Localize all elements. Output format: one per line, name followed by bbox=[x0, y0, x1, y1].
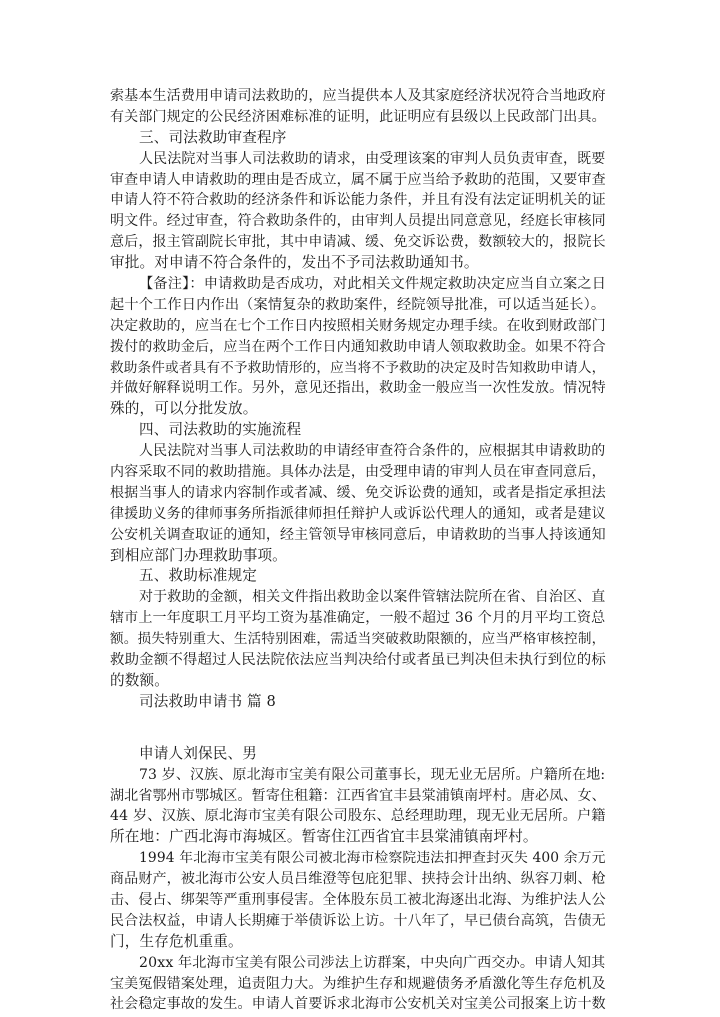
text-line: 击、侵占、绑架等严重刑事侵害。全体股东员工被北海逐出北海、为维护法人公 bbox=[110, 891, 606, 908]
text-line: 根据当事人的请求内容制作或者减、缓、免交诉讼费的通知，或者是指定承担法 bbox=[110, 484, 606, 501]
text-line: 意后，报主管副院长审批，其中申请减、缓、免交诉讼费，数额较大的，报院长 bbox=[110, 234, 606, 251]
blank-line bbox=[110, 713, 608, 744]
text-line: 到相应部门办理救助事项。 bbox=[110, 546, 287, 564]
text-line: 有关部门规定的公民经济困难标准的证明，此证明应有县级以上民政部门出具。 bbox=[110, 108, 606, 125]
text-line: 的数额。 bbox=[110, 671, 169, 689]
text-line: 湖北省鄂州市鄂城区。暂寄住租籍：江西省宜丰县棠浦镇南坪村。唐必凤、女、 bbox=[110, 787, 606, 804]
section-heading: 五、救助标准规定 bbox=[139, 567, 257, 585]
text-line: 44 岁、汉族、原北海市宝美有限公司股东、总经理助理，现无业无居所。户籍 bbox=[110, 808, 606, 825]
article-title: 司法救助申请书 篇 8 bbox=[139, 692, 276, 710]
text-line: 1994 年北海市宝美有限公司被北海市检察院违法扣押查封灭失 400 余万元 bbox=[139, 850, 606, 867]
section-heading: 三、司法救助审查程序 bbox=[139, 128, 287, 146]
text-line: 人民法院对当事人司法救助的申请经审查符合条件的，应根据其申请救助的 bbox=[139, 443, 606, 460]
text-line: 额。损失特别重大、生活特别困难，需适当突破救助限额的，应当严格审核控制， bbox=[110, 631, 606, 648]
text-line: 拨付的救助金后，应当在两个工作日内通知救助申请人领取救助金。如果不符合 bbox=[110, 338, 606, 355]
text-line: 救助金额不得超过人民法院依法应当判决给付或者虽已判决但未执行到位的标 bbox=[110, 652, 606, 669]
text-line: 审查申请人申请救助的理由是否成立，属不属于应当给予救助的范围，又要审查 bbox=[110, 171, 606, 188]
document-page bbox=[110, 86, 608, 1015]
text-line: 对于救助的金额，相关文件指出救助金以案件管辖法院所在省、自治区、直 bbox=[139, 589, 606, 606]
text-line: 宝美冤假错案处理，追责阻力大。为维护生存和规避债务矛盾激化等生存危机及 bbox=[110, 975, 606, 992]
text-line: 救助条件或者具有不予救助情形的，应当将不予救助的决定及时告知救助申请人， bbox=[110, 359, 606, 376]
text-line: 73 岁、汉族、原北海市宝美有限公司董事长，现无业无居所。户籍所在地: bbox=[139, 766, 606, 783]
text-line: 所在地：广西北海市海城区。暂寄住江西省宜丰县棠浦镇南坪村。 bbox=[110, 828, 538, 846]
text-line: 索基本生活费用申请司法救助的，应当提供本人及其家庭经济状况符合当地政府 bbox=[110, 88, 606, 104]
text-line: 民合法权益，申请人长期瘫于举债诉讼上访。十八年了，早已债台高筑，告债无 bbox=[110, 912, 606, 929]
text-line: 门，生存危机重重。 bbox=[110, 932, 243, 950]
text-line: 公安机关调查取证的通知，经主管领导审核同意后，申请救助的当事人持该通知 bbox=[110, 526, 606, 543]
text-line: 辖市上一年度职工月平均工资为基准确定，一般不超过 36 个月的月平均工资总 bbox=[110, 610, 606, 627]
text-line: 审批。对申请不符合条件的，发出不予司法救助通知书。 bbox=[110, 254, 479, 272]
text-line: 起十个工作日内作出（案情复杂的救助案件，经院领导批准，可以适当延长）。 bbox=[110, 296, 606, 313]
text-line: 20xx 年北海市宝美有限公司涉法上访群案，中央向广西交办。申请人知其 bbox=[139, 954, 606, 971]
text-line: 明文件。经过审查，符合救助条件的，由审判人员提出同意意见，经庭长审核同 bbox=[110, 213, 606, 230]
text-line: 律援助义务的律师事务所指派律师担任辩护人或诉讼代理人的通知，或者是建议 bbox=[110, 505, 606, 522]
text-line: 社会稳定事故的发生。申请人首要诉求北海市公安机关对宝美公司报案上访十数 bbox=[110, 996, 606, 1013]
text-line: 人民法院对当事人司法救助的请求，由受理该案的审判人员负责审查，既要 bbox=[139, 150, 606, 167]
text-line: 并做好解释说明工作。另外，意见还指出，救助金一般应当一次性发放。情况特 bbox=[110, 380, 606, 397]
section-heading: 四、司法救助的实施流程 bbox=[139, 421, 302, 439]
text-line: 殊的，可以分批发放。 bbox=[110, 400, 258, 418]
text-line: 申请人符不符合救助的经济条件和诉讼能力条件，并且有没有法定证明机关的证 bbox=[110, 192, 606, 209]
text-line: 商品财产，被北海市公安人员吕维澄等包庇犯罪、挟持会计出纳、纵容刀刺、枪 bbox=[110, 871, 606, 888]
applicant-line: 申请人刘保民、男 bbox=[139, 744, 257, 762]
text-line: 内容采取不同的救助措施。具体办法是，由受理申请的审判人员在审查同意后， bbox=[110, 464, 606, 481]
text-line: 决定救助的，应当在七个工作日内按照相关财务规定办理手续。在收到财政部门 bbox=[110, 317, 606, 334]
note-line: 【备注】：申请救助是否成功，对此相关文件规定救助决定应当自立案之日 bbox=[139, 276, 607, 293]
